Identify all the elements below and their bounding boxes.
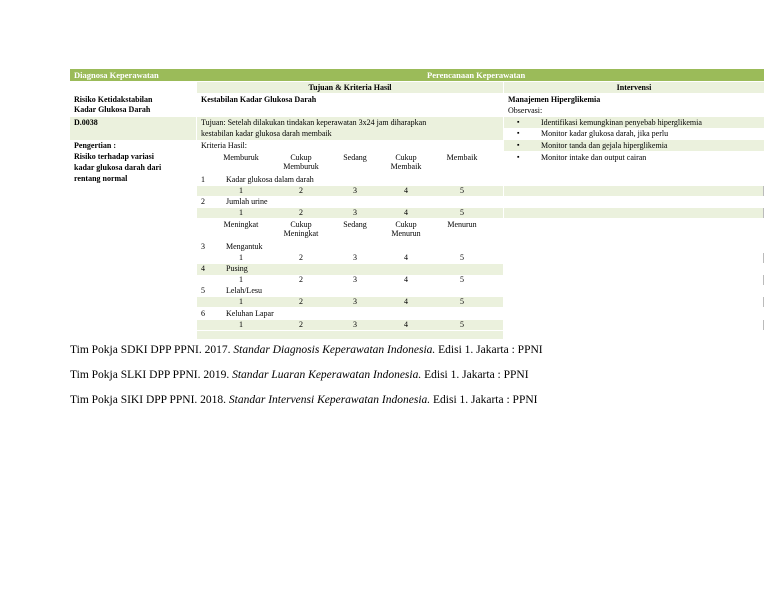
score-cell: 1: [239, 208, 243, 217]
header-planning-label: Perencanaan Keperawatan: [427, 70, 526, 80]
score-cell: 4: [404, 208, 408, 217]
score-cell: 3: [353, 253, 357, 262]
score-cell: 2: [299, 297, 303, 306]
criteria-item-label: Pusing: [226, 264, 248, 273]
bullet-icon: ▪: [517, 129, 520, 137]
score-cell: 2: [299, 275, 303, 284]
goals-objective-1: Tujuan: Setelah dilakukan tindakan keperawatan 3x24 jam diharapkan: [201, 118, 427, 127]
score-cell: 3: [353, 275, 357, 284]
criteria-item-number: 3: [201, 242, 205, 251]
score-cell: 2: [299, 186, 303, 195]
score-cell: 3: [353, 320, 357, 329]
definition-line-1: Risiko terhadap variasi: [74, 152, 155, 161]
intervention-bullet-4: Monitor intake dan output cairan: [541, 153, 647, 162]
criteria-item-label: Keluhan Lapar: [226, 309, 274, 318]
score-cell: 2: [299, 208, 303, 217]
score-cell: 1: [239, 275, 243, 284]
header-diagnosis: Diagnosa Keperawatan: [70, 69, 200, 81]
score-cell: 2: [299, 320, 303, 329]
bullet-icon: ▪: [517, 141, 520, 149]
score-cell: 5: [460, 320, 464, 329]
header-goals: Tujuan & Kriteria Hasil: [197, 82, 503, 93]
band-int4: [504, 208, 764, 218]
criteria-item-number: 4: [201, 264, 205, 273]
intervention-bullet-1: Identifikasi kemungkinan penyebab hiperglikemia: [541, 118, 702, 127]
goals-objective-2: kestabilan kadar glukosa darah membaik: [201, 129, 332, 138]
score-cell: 4: [404, 320, 408, 329]
edge-mark: [763, 253, 764, 263]
definition-label: Pengertian :: [74, 141, 116, 150]
diagnosis-title-2: Kadar Glukosa Darah: [74, 105, 151, 114]
intervention-title: Manajemen Hiperglikemia: [508, 95, 601, 104]
score-cell: 5: [460, 186, 464, 195]
criteria-item-label: Lelah/Lesu: [226, 286, 262, 295]
edge-mark: [763, 275, 764, 285]
criteria-item-number: 6: [201, 309, 205, 318]
reference-1: Tim Pokja SDKI DPP PPNI. 2017. Standar Diagnosis Keperawatan Indonesia. Edisi 1. Jakarta : PPNI: [70, 344, 543, 356]
criteria-item-number: 5: [201, 286, 205, 295]
goals-title: Kestabilan Kadar Glukosa Darah: [201, 95, 317, 104]
score-cell: 3: [353, 208, 357, 217]
scale-header: Cukup Meningkat: [283, 220, 319, 238]
band-int3: [504, 186, 764, 196]
criteria-item-label: Kadar glukosa dalam darah: [226, 175, 314, 184]
score-cell: 5: [460, 275, 464, 284]
criteria-item-label: Mengantuk: [226, 242, 263, 251]
intervention-bullet-2: Monitor kadar glukosa darah, jika perlu: [541, 129, 669, 138]
score-cell: 4: [404, 253, 408, 262]
criteria-label: Kriteria Hasil:: [201, 141, 247, 150]
score-cell: 1: [239, 320, 243, 329]
scale-header: Membaik: [446, 153, 478, 162]
score-cell: 1: [239, 297, 243, 306]
scale-header: Memburuk: [223, 153, 259, 162]
score-cell: 5: [460, 208, 464, 217]
scale-header: Sedang: [343, 153, 367, 162]
diagnosis-code: D.0038: [74, 118, 98, 127]
edge-mark: [763, 186, 764, 196]
score-cell: 5: [460, 297, 464, 306]
intervention-bullet-3: Monitor tanda dan gejala hiperglikemia: [541, 141, 668, 150]
edge-mark: [763, 208, 764, 218]
diagnosis-title-1: Risiko Ketidakstabilan: [74, 95, 153, 104]
header-planning: [197, 69, 764, 81]
score-cell: 4: [404, 275, 408, 284]
score-cell: 1: [239, 186, 243, 195]
scale-header: Meningkat: [223, 220, 259, 229]
edge-mark: [763, 320, 764, 330]
bullet-icon: ▪: [517, 153, 520, 161]
score-cell: 3: [353, 186, 357, 195]
score-cell: 1: [239, 253, 243, 262]
criteria-item-label: Jumlah urine: [226, 197, 268, 206]
header-intervention: Intervensi: [504, 82, 764, 93]
scale-header: Cukup Memburuk: [283, 153, 319, 171]
clipped-bullet-row: [504, 152, 764, 162]
criteria-item-number: 2: [201, 197, 205, 206]
observation-label: Observasi:: [508, 106, 543, 115]
reference-3: Tim Pokja SIKI DPP PPNI. 2018. Standar Intervensi Keperawatan Indonesia. Edisi 1. Jakarta : PPNI: [70, 394, 538, 406]
scale-header: Cukup Menurun: [391, 220, 421, 238]
definition-line-3: rentang normal: [74, 174, 128, 183]
scale-header: Sedang: [343, 220, 367, 229]
score-cell: 2: [299, 253, 303, 262]
scale-header: Cukup Membaik: [390, 153, 422, 171]
score-cell: 5: [460, 253, 464, 262]
score-cell: 4: [404, 297, 408, 306]
band-end: [197, 331, 503, 339]
criteria-item-number: 1: [201, 175, 205, 184]
edge-mark: [763, 297, 764, 307]
score-cell: 3: [353, 297, 357, 306]
definition-line-2: kadar glukosa darah dari: [74, 163, 162, 172]
score-cell: 4: [404, 186, 408, 195]
reference-2: Tim Pokja SLKI DPP PPNI. 2019. Standar Luaran Keperawatan Indonesia. Edisi 1. Jakarta : PPNI: [70, 369, 529, 381]
scale-header: Menurun: [447, 220, 477, 229]
bullet-icon: ▪: [517, 118, 520, 126]
